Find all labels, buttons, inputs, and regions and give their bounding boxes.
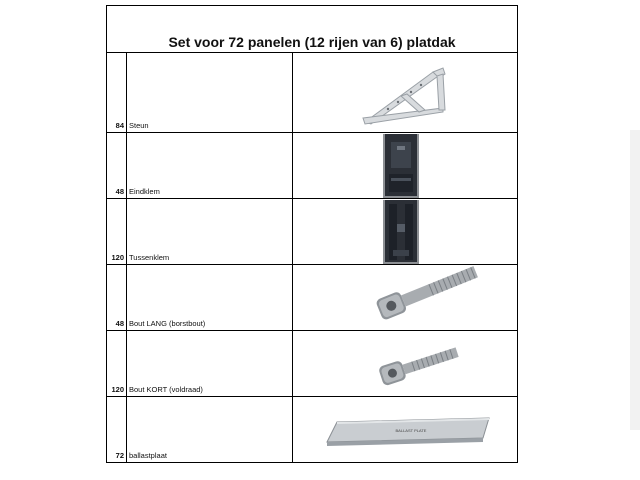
row-quantity: 48 — [107, 265, 127, 331]
row-quantity: 120 — [107, 331, 127, 397]
row-quantity: 84 — [107, 53, 127, 133]
row-image-cell — [293, 265, 518, 331]
table-row — [107, 199, 518, 265]
row-quantity: 120 — [107, 199, 127, 265]
title-cell — [107, 6, 518, 53]
row-description: ballastplaat — [127, 397, 293, 463]
row-image-cell — [293, 133, 518, 199]
row-image-cell — [293, 397, 518, 463]
table-row — [107, 53, 518, 133]
parts-list-table — [106, 5, 518, 463]
row-description: Bout LANG (borstbout) — [127, 265, 293, 331]
plate-stamp-text: BALLAST PLATE — [395, 427, 427, 433]
row-description: Bout KORT (voldraad) — [127, 331, 293, 397]
table-row — [107, 133, 518, 199]
row-image-cell — [293, 199, 518, 265]
row-description: Steun — [127, 53, 293, 133]
row-image-cell — [293, 331, 518, 397]
end-clamp-photo — [293, 134, 518, 198]
page-title: Set voor 72 panelen (12 rijen van 6) platdak — [168, 34, 456, 50]
table-row — [107, 397, 518, 463]
row-quantity: 48 — [107, 133, 127, 199]
mounting-bracket-photo — [293, 54, 518, 132]
table-row — [107, 265, 518, 331]
ballast-plate-photo — [293, 398, 518, 462]
long-bolt-photo — [293, 266, 518, 330]
short-bolt-photo — [293, 332, 518, 396]
row-description: Tussenklem — [127, 199, 293, 265]
row-description: Eindklem — [127, 133, 293, 199]
row-quantity: 72 — [107, 397, 127, 463]
row-image-cell — [293, 53, 518, 133]
title-row — [107, 6, 518, 53]
table-row — [107, 331, 518, 397]
middle-clamp-photo — [293, 200, 518, 264]
side-scroll-strip — [630, 130, 640, 430]
